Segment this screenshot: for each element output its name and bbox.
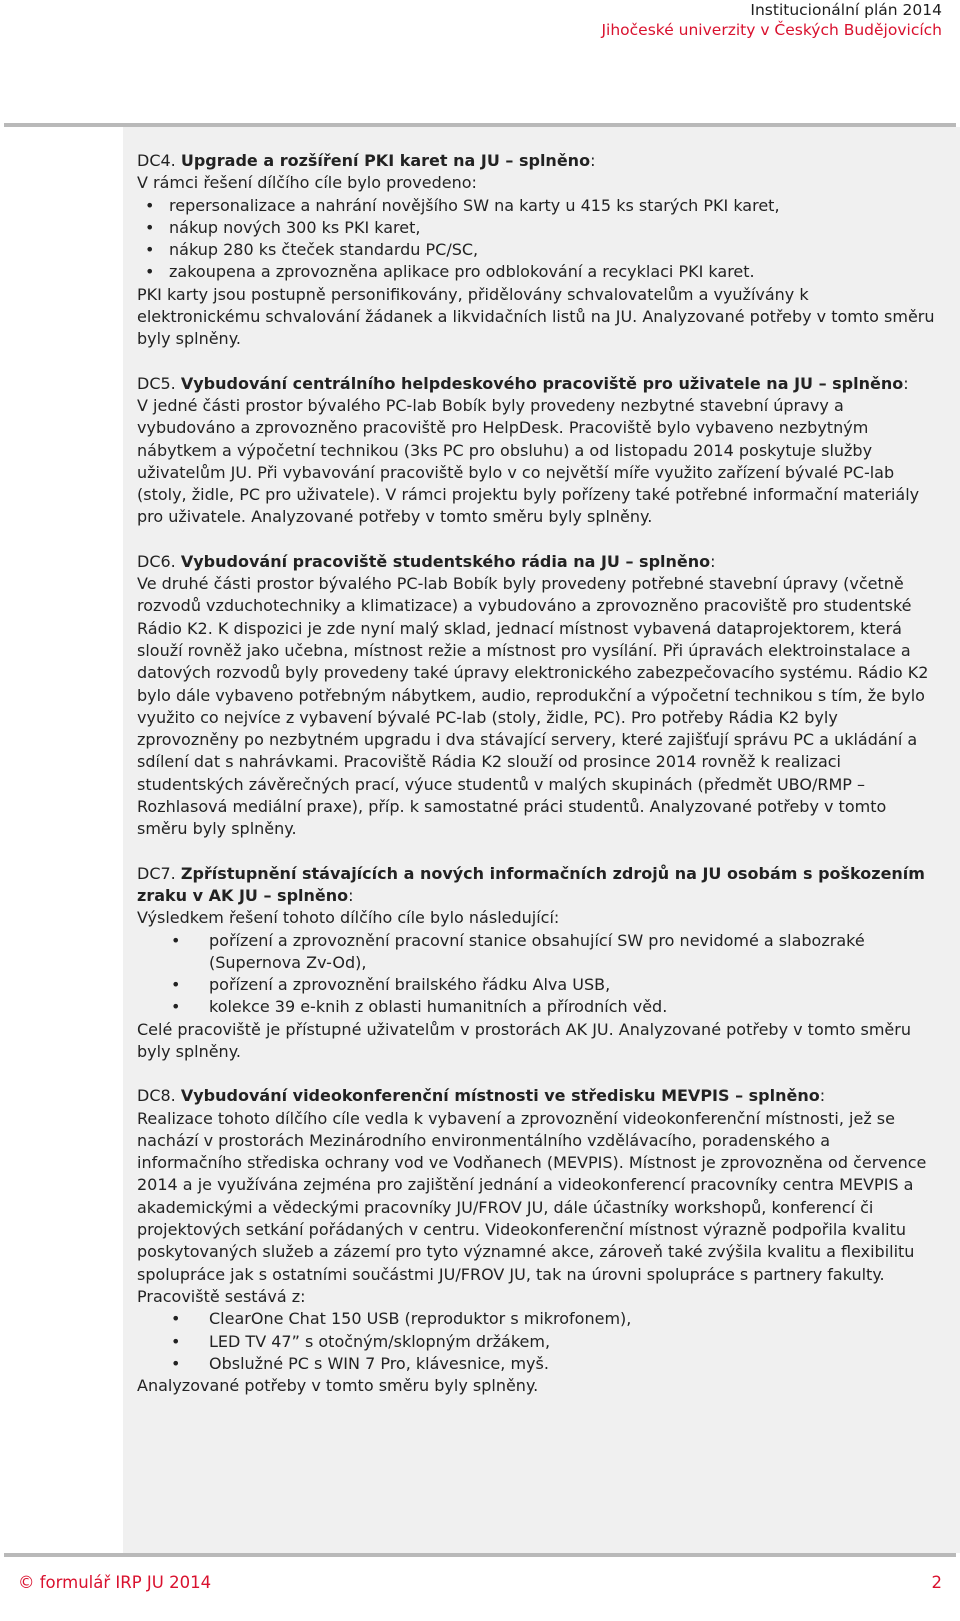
section-code: DC8. (137, 1086, 176, 1106)
section-dc6 (137, 551, 937, 841)
section-title: Upgrade a rozšíření PKI karet na JU – splněno (180, 151, 591, 170)
section-heading: DC5. Vybudování centrálního helpdeskového pracoviště pro uživatele na JU – splněno: (137, 373, 909, 393)
list-item: • nákup 280 ks čteček standardu PC/SC, (137, 239, 937, 261)
list-item: • nákup nových 300 ks PKI karet, (137, 217, 937, 239)
list-item: • repersonalizace a nahrání novějšího SW na karty u 415 ks starých PKI karet, (137, 195, 937, 217)
section-heading: DC7. Zpřístupnění stávajících a nových informačních zdrojů na JU osobám s poškozením zraku v AK JU – splněno: (137, 863, 925, 905)
list-item: • LED TV 47” s otočným/sklopným držákem, (137, 1331, 937, 1353)
section-code: DC5. (137, 373, 176, 393)
section-title: Vybudování pracoviště studentského rádia na JU – splněno (180, 551, 711, 571)
section-outro: PKI karty jsou postupně personifikovány, přidělovány schvalovatelům a využívány k elektronickému schvalování žádanek a likvidačních listů na JU. Analyzované potřeby v tomto směru byly splněny. (137, 284, 935, 349)
section-body: V jedné části prostor bývalého PC-lab Bobík byly provedeny nezbytné stavební úpravy a vybudováno a zprovozněno pracoviště pro HelpDesk. Pracoviště bylo vybaveno nezbytným nábytkem a výpočetní technikou (3ks PC pro obsluhu) a od listopadu 2014 poskytuje služby uživatelům JU. Při vybavování pracoviště bylo v co největší míře využito zařízení bývalé PC-lab (stoly, židle, PC pro uživatele). V rámci projektu byly pořízeny také potřebné informační materiály pro uživatele. Analyzované potřeby v tomto směru byly splněny. (137, 395, 920, 527)
section-title: Vybudování videokonferenční místnosti ve středisku MEVPIS – splněno (180, 1086, 820, 1106)
list-item: • Obslužné PC s WIN 7 Pro, klávesnice, myš. (137, 1353, 937, 1375)
section-code: DC7. (137, 863, 176, 883)
section-title: Zpřístupnění stávajících a nových informačních zdrojů na JU osobám s poškozením zraku v AK JU – splněno (137, 863, 925, 905)
bullet-list (137, 195, 937, 284)
footer-divider (4, 1553, 956, 1557)
list-item: • pořízení a zprovoznění pracovní stanice obsahující SW pro nevidomé a slabozraké (Supernova Zv-Od), (137, 930, 937, 975)
list-item: • ClearOne Chat 150 USB (reproduktor s mikrofonem), (137, 1308, 937, 1330)
section-outro: Celé pracoviště je přístupné uživatelům v prostorách AK JU. Analyzované potřeby v tomto směru byly splněny. (137, 1019, 911, 1061)
section-dc8 (137, 1085, 937, 1397)
section-body: Realizace tohoto dílčího cíle vedla k vybavení a zprovoznění videokonferenční místnosti, jež se nachází v prostorách Mezinárodního environmentálního vzdělávacího, poradenského a informačního střediska ochrany vod ve Vodňanech (MEVPIS). Místnost je zprovozněna od července 2014 a je využívána zejména pro zajištění jednání a videokonferencí pracovníky centra MEVPIS a akademickými a vědeckými pracovníky JU/FROV JU, dále účastníky workshopů, konferencí či projektových setkání pořádaných v centru. Videokonferenční místnost výrazně podpořila kvalitu poskytovaných služeb a zázemí pro tyto významné akce, zároveň také zvýšila kvalitu a flexibilitu spolupráce jak s ostatními součástmi JU/FROV JU, tak na úrovni spolupráce s partnery fakulty. Pracoviště sestává z: (137, 1108, 927, 1306)
section-intro: Výsledkem řešení tohoto dílčího cíle bylo následující: (137, 908, 560, 928)
header-subtitle: Jihočeské univerzity v Českých Budějovicích (601, 21, 942, 39)
section-heading: DC6. Vybudování pracoviště studentského rádia na JU – splněno: (137, 551, 716, 571)
section-dc4 (137, 150, 937, 351)
section-heading: DC4. Upgrade a rozšíření PKI karet na JU – splněno: (137, 151, 596, 170)
section-code: DC4. (137, 151, 176, 170)
bullet-list (137, 1308, 937, 1375)
page-header (601, 0, 942, 40)
page-number: 2 (931, 1573, 942, 1592)
section-outro: Analyzované potřeby v tomto směru byly splněny. (137, 1376, 539, 1396)
list-item: • zakoupena a zprovozněna aplikace pro odblokování a recyklaci PKI karet. (137, 261, 937, 283)
section-dc5 (137, 373, 937, 529)
section-title: Vybudování centrálního helpdeskového pracoviště pro uživatele na JU – splněno (180, 373, 904, 393)
list-item: • pořízení a zprovoznění brailského řádku Alva USB, (137, 974, 937, 996)
section-body: Ve druhé části prostor bývalého PC-lab Bobík byly provedeny potřebné stavební úpravy (včetně rozvodů vzduchotechniky a klimatizace) a vybudováno a zprovozněno pracoviště pro studentské Rádio K2. K dispozici je zde nyní malý sklad, jednací místnost vybavená dataprojektorem, která slouží rovněž jako učebna, místnost režie a místnost pro vysílání. Při úpravách elektroinstalace a datových rozvodů byly provedeny také úpravy elektronického zabezpečovacího systému. Rádio K2 bylo dále vybaveno potřebným nábytkem, audio, reprodukční a výpočetní technikou s tím, že bylo využito co nejvíce z vybavení bývalé PC-lab (stoly, židle, PC). Pro potřeby Rádia K2 byly zprovozněny po nezbytném upgradu i dva stávající servery, které zajišťují správu PC a ukládání a sdílení dat s nahrávkami. Pracoviště Rádia K2 slouží od prosince 2014 rovněž k realizaci studentských závěrečných prací, výuce studentů v malých skupinách (předmět UBO/RMP – Rozhlasová mediální praxe), příp. k samostatné práci studentů. Analyzované potřeby v tomto směru byly splněny. (137, 574, 929, 839)
list-item: • kolekce 39 e-knih z oblasti humanitních a přírodních věd. (137, 996, 937, 1018)
header-title: Institucionální plán 2014 (750, 1, 942, 19)
document-body (137, 150, 937, 1397)
bullet-list (137, 930, 937, 1019)
section-code: DC6. (137, 551, 176, 571)
footer-copyright: © formulář IRP JU 2014 (18, 1573, 212, 1592)
section-intro: V rámci řešení dílčího cíle bylo provedeno: (137, 173, 477, 193)
section-heading: DC8. Vybudování videokonferenční místnosti ve středisku MEVPIS – splněno: (137, 1086, 826, 1106)
section-dc7 (137, 863, 937, 1064)
